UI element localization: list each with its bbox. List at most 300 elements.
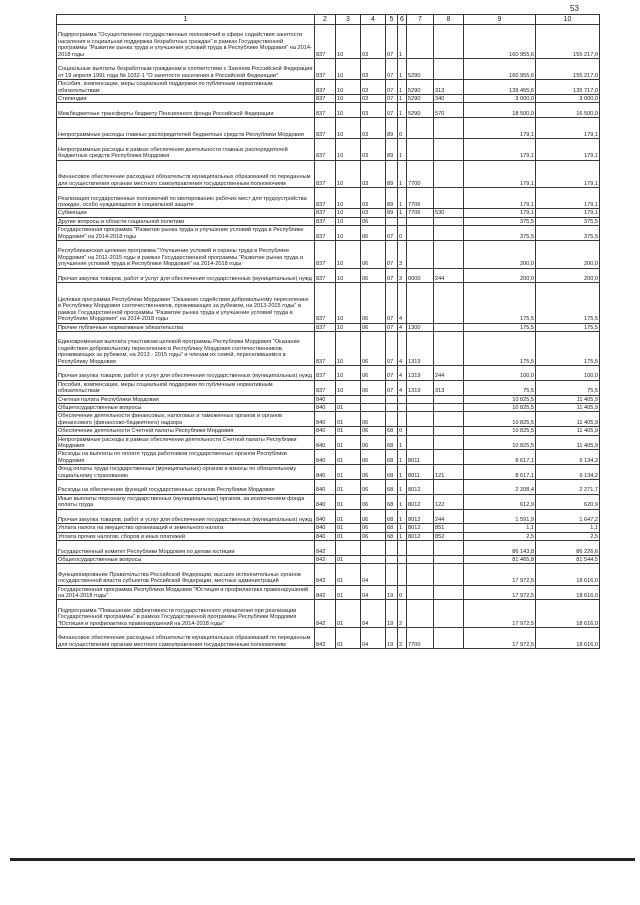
- cell-expense-type: [434, 118, 464, 139]
- cell-amount-2015: 179,1: [464, 160, 536, 188]
- cell-section: 10: [336, 103, 361, 118]
- cell-amount-2015: 375,5: [464, 217, 536, 225]
- cell-section: 01: [336, 532, 361, 540]
- cell-program: 89: [386, 160, 398, 188]
- cell-section: 10: [336, 139, 361, 160]
- cell-section: 01: [336, 556, 361, 564]
- cell-program: 07: [386, 103, 398, 118]
- cell-target: 5290: [407, 94, 434, 102]
- cell-program: [386, 395, 398, 403]
- cell-expense-type: [434, 564, 464, 585]
- row-name: Общегосударственные вопросы: [57, 404, 315, 412]
- cell-target: 8012: [407, 509, 434, 524]
- cell-subsection: 03: [361, 160, 386, 188]
- cell-target: [407, 226, 434, 241]
- cell-subsection: [361, 395, 386, 403]
- cell-subsection: 06: [361, 450, 386, 465]
- table-row: [57, 366, 600, 381]
- cell-ministry: 837: [315, 188, 336, 209]
- row-name: Прочая закупка товаров, работ и услуг для обеспечения государственных (муниципальных) нужд: [57, 268, 315, 283]
- table-row: [57, 240, 600, 268]
- cell-expense-type: [434, 283, 464, 323]
- cell-expense-type: [434, 404, 464, 412]
- row-name: Непрограммные расходы в рамках обеспечения деятельности главных распорядителей бюджетных средств Республики Мордовия: [57, 139, 315, 160]
- cell-section: 10: [336, 209, 361, 217]
- cell-subsection: 06: [361, 217, 386, 225]
- cell-subprogram: 1: [398, 103, 407, 118]
- cell-program: 07: [386, 59, 398, 80]
- cell-subsection: [361, 404, 386, 412]
- cell-program: 68: [386, 427, 398, 435]
- cell-target: [407, 404, 434, 412]
- cell-amount-2015: 175,5: [464, 332, 536, 366]
- cell-amount-2016: 18 616,0: [536, 585, 600, 600]
- cell-ministry: 840: [315, 450, 336, 465]
- cell-subprogram: 1: [398, 532, 407, 540]
- cell-section: 01: [336, 627, 361, 648]
- row-name: Финансовое обеспечение расходных обязательств муниципальных образований по переданным для осуществления органам местного самоуправления государственным полномочиям: [57, 627, 315, 648]
- table-row: [57, 380, 600, 395]
- cell-subsection: 06: [361, 532, 386, 540]
- row-name: Субвенции: [57, 209, 315, 217]
- cell-expense-type: [434, 627, 464, 648]
- cell-program: 68: [386, 509, 398, 524]
- cell-target: 1319: [407, 366, 434, 381]
- cell-amount-2016: 11 405,9: [536, 435, 600, 450]
- cell-expense-type: 570: [434, 103, 464, 118]
- cell-program: 07: [386, 366, 398, 381]
- cell-section: 10: [336, 240, 361, 268]
- row-name: Единовременная выплата участникам целевой программы Республики Мордовия "Оказание содействия добровольному переселению в Республику Мордовия соотечественников, проживающих за рубежом, на 2013 - 2015 годы" и членам их семей, переселившимся в Республику Мордовия: [57, 332, 315, 366]
- cell-subprogram: [398, 217, 407, 225]
- row-name: Другие вопросы в области социальной политики: [57, 217, 315, 225]
- cell-section: 01: [336, 404, 361, 412]
- cell-ministry: 842: [315, 541, 336, 556]
- cell-ministry: 840: [315, 532, 336, 540]
- cell-subsection: 06: [361, 412, 386, 427]
- cell-subprogram: 1: [398, 524, 407, 532]
- cell-ministry: 840: [315, 494, 336, 509]
- cell-subprogram: 1: [398, 59, 407, 80]
- cell-expense-type: 244: [434, 366, 464, 381]
- cell-amount-2015: 375,5: [464, 226, 536, 241]
- cell-target: 5290: [407, 59, 434, 80]
- cell-ministry: 837: [315, 323, 336, 331]
- cell-section: 10: [336, 323, 361, 331]
- cell-amount-2016: 11 405,9: [536, 395, 600, 403]
- table-row: [57, 395, 600, 403]
- cell-subsection: 03: [361, 118, 386, 139]
- table-row: [57, 600, 600, 628]
- cell-amount-2016: 11 405,9: [536, 427, 600, 435]
- table-row: [57, 412, 600, 427]
- cell-ministry: 842: [315, 556, 336, 564]
- cell-program: 89: [386, 118, 398, 139]
- cell-amount-2016: 155 217,0: [536, 59, 600, 80]
- cell-section: 01: [336, 524, 361, 532]
- cell-section: 10: [336, 94, 361, 102]
- cell-expense-type: [434, 541, 464, 556]
- cell-ministry: 837: [315, 59, 336, 80]
- cell-amount-2015: 179,1: [464, 188, 536, 209]
- table-row: [57, 94, 600, 102]
- cell-subprogram: [398, 541, 407, 556]
- cell-target: 7706: [407, 188, 434, 209]
- cell-amount-2015: 175,5: [464, 283, 536, 323]
- cell-ministry: 837: [315, 240, 336, 268]
- cell-amount-2015: 1,1: [464, 524, 536, 532]
- cell-subprogram: 4: [398, 283, 407, 323]
- cell-ministry: 837: [315, 332, 336, 366]
- cell-amount-2016: 200,0: [536, 240, 600, 268]
- cell-amount-2016: 18 616,0: [536, 627, 600, 648]
- cell-subprogram: [398, 404, 407, 412]
- header-cell: 5: [386, 15, 398, 25]
- row-name: Счетная палата Республики Мордовия: [57, 395, 315, 403]
- cell-ministry: 837: [315, 217, 336, 225]
- cell-target: 8011: [407, 465, 434, 480]
- cell-ministry: 837: [315, 94, 336, 102]
- row-name: Государственная программа Республики Мордовия "Юстиция и профилактика правонарушений на 2014-2018 годы": [57, 585, 315, 600]
- cell-program: 07: [386, 80, 398, 95]
- cell-ministry: 837: [315, 103, 336, 118]
- cell-amount-2015: 10 825,5: [464, 427, 536, 435]
- table-row: [57, 404, 600, 412]
- cell-subprogram: 1: [398, 509, 407, 524]
- cell-subprogram: [398, 564, 407, 585]
- cell-target: [407, 139, 434, 160]
- table-row: [57, 435, 600, 450]
- row-name: Пособия, компенсации, меры социальной поддержки по публичным нормативным обязательствам: [57, 80, 315, 95]
- cell-section: 01: [336, 435, 361, 450]
- cell-amount-2016: 1 647,2: [536, 509, 600, 524]
- cell-target: [407, 217, 434, 225]
- table-row: [57, 465, 600, 480]
- row-name: Уплата налога на имущество организаций и земельного налога: [57, 524, 315, 532]
- table-row: [57, 450, 600, 465]
- cell-expense-type: 313: [434, 80, 464, 95]
- table-row: [57, 139, 600, 160]
- header-cell: 9: [464, 15, 536, 25]
- cell-amount-2016: 9 134,2: [536, 465, 600, 480]
- header-cell: 10: [536, 15, 600, 25]
- row-name: Уплата прочих налогов, сборов и иных платежей: [57, 532, 315, 540]
- cell-amount-2016: 16 500,0: [536, 103, 600, 118]
- cell-expense-type: [434, 139, 464, 160]
- cell-expense-type: [434, 59, 464, 80]
- cell-amount-2016: 175,5: [536, 283, 600, 323]
- cell-program: 07: [386, 268, 398, 283]
- cell-expense-type: [434, 188, 464, 209]
- cell-subprogram: 1: [398, 494, 407, 509]
- cell-program: 68: [386, 465, 398, 480]
- cell-program: [386, 404, 398, 412]
- cell-target: 7700: [407, 160, 434, 188]
- table-row: [57, 564, 600, 585]
- cell-amount-2015: 160 955,6: [464, 59, 536, 80]
- table-row: [57, 541, 600, 556]
- table-body: [57, 15, 600, 649]
- cell-subprogram: 1: [398, 480, 407, 495]
- cell-amount-2016: 18 616,0: [536, 564, 600, 585]
- row-name: Республиканская целевая программа "Улучшение условий и охраны труда в Республике Мордовия" на 2011-2015 годы в рамках Государственной программы "Развитие рынка труда и улучшение условий труда в Республике Мордовия" на 2014-2018 годы: [57, 240, 315, 268]
- cell-subsection: 03: [361, 80, 386, 95]
- cell-subprogram: 1: [398, 25, 407, 59]
- cell-amount-2016: 179,1: [536, 160, 600, 188]
- cell-program: 19: [386, 627, 398, 648]
- cell-ministry: 842: [315, 585, 336, 600]
- header-cell: 8: [434, 15, 464, 25]
- cell-amount-2015: 8 617,1: [464, 465, 536, 480]
- cell-amount-2015: 100,0: [464, 366, 536, 381]
- cell-ministry: 837: [315, 25, 336, 59]
- cell-subsection: 03: [361, 103, 386, 118]
- table-row: [57, 585, 600, 600]
- row-name: Подпрограмма "Повышение эффективности государственного управления при реализации Государственной программы" в рамках Государственной программы Республики Мордовия "Юстиция и профилактика правонарушений на 2014-2018 годы": [57, 600, 315, 628]
- cell-ministry: 840: [315, 427, 336, 435]
- cell-amount-2015: 160 955,6: [464, 25, 536, 59]
- cell-subsection: 06: [361, 268, 386, 283]
- cell-target: 8012: [407, 532, 434, 540]
- cell-amount-2015: 10 825,5: [464, 412, 536, 427]
- cell-subprogram: [398, 395, 407, 403]
- cell-program: 68: [386, 532, 398, 540]
- cell-amount-2016: 179,1: [536, 118, 600, 139]
- cell-amount-2015: 86 143,8: [464, 541, 536, 556]
- table-row: [57, 226, 600, 241]
- cell-subsection: 06: [361, 509, 386, 524]
- cell-subsection: 06: [361, 240, 386, 268]
- header-cell: 6: [398, 15, 407, 25]
- cell-section: 01: [336, 412, 361, 427]
- cell-amount-2016: 200,0: [536, 268, 600, 283]
- cell-expense-type: [434, 395, 464, 403]
- cell-subprogram: 0: [398, 226, 407, 241]
- table-row: [57, 25, 600, 59]
- cell-subsection: 04: [361, 585, 386, 600]
- cell-program: [386, 556, 398, 564]
- header-cell: 3: [336, 15, 361, 25]
- cell-program: [386, 541, 398, 556]
- cell-expense-type: [434, 600, 464, 628]
- cell-subprogram: 2: [398, 627, 407, 648]
- row-name: Подпрограмма "Осуществление государственных полномочий в сфере содействия занятости населения и социальная поддержка безработных граждан" в рамках Государственной программы "Развитие рынка труда и улучшения условий труда в Республике Мордовия" на 2014-2018 годы: [57, 25, 315, 59]
- cell-amount-2015: 17 972,5: [464, 564, 536, 585]
- page-number: 53: [570, 4, 579, 13]
- cell-target: 5290: [407, 80, 434, 95]
- cell-amount-2015: 179,1: [464, 209, 536, 217]
- cell-program: 89: [386, 139, 398, 160]
- cell-amount-2015: 2 208,4: [464, 480, 536, 495]
- cell-expense-type: 313: [434, 380, 464, 395]
- cell-section: 10: [336, 25, 361, 59]
- header-cell: 7: [407, 15, 434, 25]
- cell-amount-2016: 9 134,2: [536, 450, 600, 465]
- cell-subprogram: 1: [398, 435, 407, 450]
- cell-ministry: 840: [315, 465, 336, 480]
- cell-program: 07: [386, 226, 398, 241]
- cell-amount-2015: 612,9: [464, 494, 536, 509]
- cell-amount-2016: 100,0: [536, 366, 600, 381]
- cell-target: 8012: [407, 494, 434, 509]
- cell-section: 01: [336, 427, 361, 435]
- cell-target: [407, 556, 434, 564]
- table-row: [57, 118, 600, 139]
- row-name: Иные выплаты персоналу государственных (муниципальных) органов, за исключением фонда оплаты труда: [57, 494, 315, 509]
- table-row: [57, 494, 600, 509]
- cell-amount-2016: 155 217,0: [536, 25, 600, 59]
- cell-target: 7700: [407, 627, 434, 648]
- cell-program: [386, 217, 398, 225]
- cell-amount-2015: 1 591,9: [464, 509, 536, 524]
- table-row: [57, 160, 600, 188]
- cell-expense-type: 244: [434, 268, 464, 283]
- cell-amount-2015: 2,5: [464, 532, 536, 540]
- cell-amount-2015: 10 825,5: [464, 395, 536, 403]
- cell-ministry: 840: [315, 435, 336, 450]
- cell-program: 68: [386, 494, 398, 509]
- cell-ministry: 842: [315, 600, 336, 628]
- cell-subsection: 06: [361, 226, 386, 241]
- cell-expense-type: [434, 160, 464, 188]
- cell-target: [407, 600, 434, 628]
- table-row: [57, 524, 600, 532]
- table-row: [57, 332, 600, 366]
- cell-amount-2016: 135 717,0: [536, 80, 600, 95]
- row-name: Межбюджетные трансферты бюджету Пенсионного фонда Российской Федерации: [57, 103, 315, 118]
- cell-section: [336, 395, 361, 403]
- cell-program: 07: [386, 94, 398, 102]
- row-name: Реализация государственных полномочий по квотированию рабочих мест для трудоустройства граждан, особо нуждающихся в социальной защите: [57, 188, 315, 209]
- row-name: Прочая закупка товаров, работ и услуг для обеспечения государственных (муниципальных) нужд: [57, 509, 315, 524]
- cell-target: 1319: [407, 380, 434, 395]
- cell-section: 10: [336, 332, 361, 366]
- cell-expense-type: [434, 323, 464, 331]
- cell-expense-type: [434, 332, 464, 366]
- row-name: Стипендии: [57, 94, 315, 102]
- cell-program: 07: [386, 380, 398, 395]
- cell-program: 07: [386, 323, 398, 331]
- cell-subprogram: 1: [398, 94, 407, 102]
- cell-target: [407, 395, 434, 403]
- cell-amount-2016: 81 544,5: [536, 556, 600, 564]
- cell-subprogram: 1: [398, 160, 407, 188]
- cell-subsection: 04: [361, 627, 386, 648]
- cell-subprogram: 1: [398, 209, 407, 217]
- cell-target: [407, 25, 434, 59]
- cell-subsection: 06: [361, 524, 386, 532]
- cell-expense-type: 530: [434, 209, 464, 217]
- row-name: Фонд оплаты труда государственных (муниципальных) органов и взносы по обязательному социальному страхованию: [57, 465, 315, 480]
- cell-ministry: 837: [315, 380, 336, 395]
- cell-ministry: 840: [315, 524, 336, 532]
- cell-target: [407, 564, 434, 585]
- cell-ministry: 840: [315, 509, 336, 524]
- table-row: [57, 283, 600, 323]
- cell-section: 01: [336, 465, 361, 480]
- cell-section: 10: [336, 366, 361, 381]
- cell-section: 01: [336, 480, 361, 495]
- cell-subprogram: 3: [398, 268, 407, 283]
- table-row: [57, 427, 600, 435]
- cell-amount-2016: 2,5: [536, 532, 600, 540]
- cell-expense-type: [434, 585, 464, 600]
- row-name: Общегосударственные вопросы: [57, 556, 315, 564]
- row-name: Функционирование Правительства Российской Федерации, высших исполнительных органов государственной власти субъектов Российской Федерации, местных администраций: [57, 564, 315, 585]
- table-row: [57, 509, 600, 524]
- cell-program: 68: [386, 524, 398, 532]
- cell-program: 68: [386, 450, 398, 465]
- cell-target: [407, 412, 434, 427]
- cell-ministry: 840: [315, 412, 336, 427]
- cell-subprogram: 1: [398, 465, 407, 480]
- cell-ministry: 837: [315, 366, 336, 381]
- cell-program: [386, 564, 398, 585]
- row-name: Обеспечение деятельности Счетной палаты Республики Мордовия: [57, 427, 315, 435]
- cell-amount-2015: 8 617,1: [464, 450, 536, 465]
- cell-subsection: 03: [361, 59, 386, 80]
- cell-subsection: 06: [361, 283, 386, 323]
- budget-table: [56, 14, 600, 649]
- cell-ministry: 837: [315, 283, 336, 323]
- cell-section: 01: [336, 509, 361, 524]
- table-row: [57, 532, 600, 540]
- cell-amount-2015: 200,0: [464, 240, 536, 268]
- cell-subprogram: 2: [398, 600, 407, 628]
- cell-section: 01: [336, 585, 361, 600]
- cell-subsection: 06: [361, 380, 386, 395]
- row-name: Непрограммные расходы главных распорядителей бюджетных средств Республики Мордовия: [57, 118, 315, 139]
- row-name: Государственный комитет Республики Мордовия по делам юстиции: [57, 541, 315, 556]
- cell-ministry: 837: [315, 139, 336, 160]
- cell-expense-type: [434, 435, 464, 450]
- cell-target: [407, 427, 434, 435]
- cell-section: 10: [336, 283, 361, 323]
- table-row: [57, 556, 600, 564]
- cell-subsection: 03: [361, 139, 386, 160]
- cell-subsection: 06: [361, 366, 386, 381]
- cell-ministry: 837: [315, 160, 336, 188]
- cell-subsection: [361, 541, 386, 556]
- cell-amount-2016: 175,5: [536, 332, 600, 366]
- cell-expense-type: 852: [434, 532, 464, 540]
- cell-amount-2015: 81 465,8: [464, 556, 536, 564]
- cell-amount-2016: 179,1: [536, 188, 600, 209]
- cell-program: 07: [386, 283, 398, 323]
- cell-ministry: 837: [315, 80, 336, 95]
- cell-amount-2016: 11 405,9: [536, 412, 600, 427]
- cell-subsection: 06: [361, 480, 386, 495]
- cell-amount-2016: 11 405,9: [536, 404, 600, 412]
- table-row: [57, 480, 600, 495]
- cell-expense-type: [434, 480, 464, 495]
- cell-section: 10: [336, 380, 361, 395]
- cell-program: 89: [386, 188, 398, 209]
- cell-amount-2015: 139 455,6: [464, 80, 536, 95]
- cell-section: 01: [336, 494, 361, 509]
- table-row: [57, 59, 600, 80]
- row-name: Целевая программа Республики Мордовия "Оказание содействия добровольному переселению в Республику Мордовия соотечественников, проживающих за рубежом, на 2013-2015 годы" в рамках Государственной программы "Развитие рынка труда и улучшение условий труда в Республике Мордовия" на 2014-2018 годы: [57, 283, 315, 323]
- cell-program: 89: [386, 209, 398, 217]
- cell-subsection: 03: [361, 188, 386, 209]
- header-cell: 1: [57, 15, 315, 25]
- cell-amount-2015: 17 972,5: [464, 600, 536, 628]
- cell-subprogram: 0: [398, 427, 407, 435]
- cell-subsection: 06: [361, 435, 386, 450]
- cell-amount-2016: 620,9: [536, 494, 600, 509]
- cell-subsection: 03: [361, 209, 386, 217]
- cell-program: 07: [386, 332, 398, 366]
